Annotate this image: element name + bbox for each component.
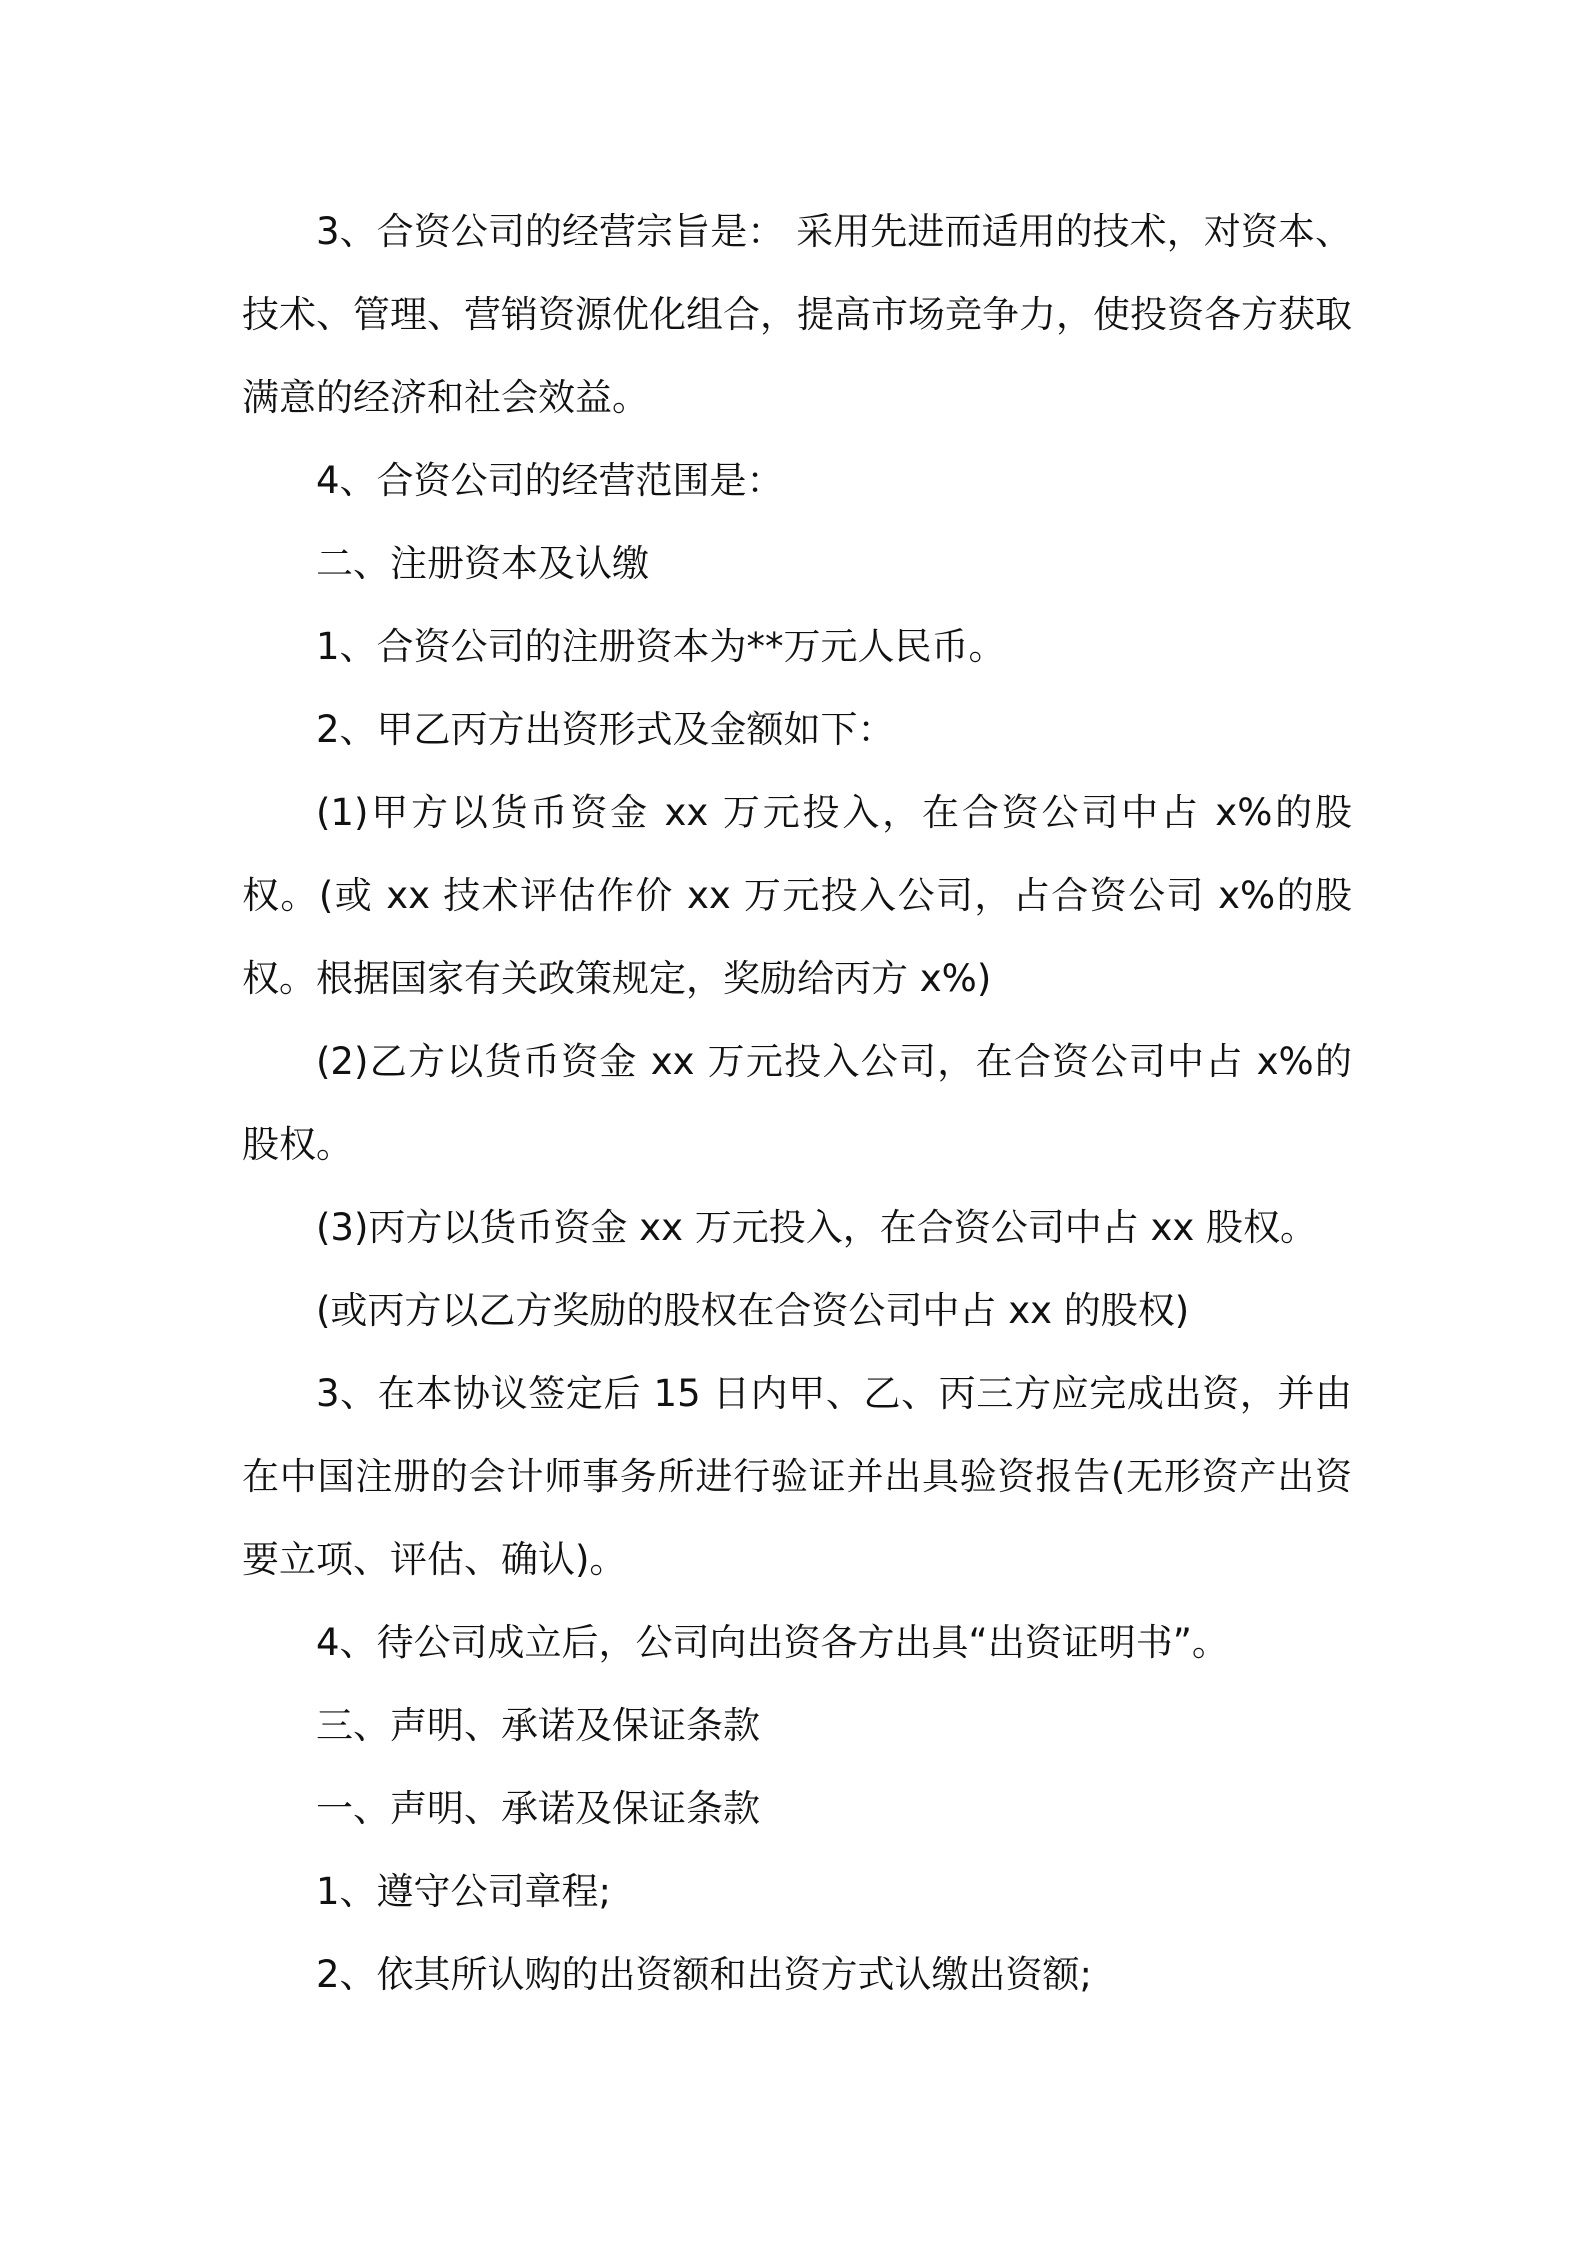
paragraph-comply-articles: 1、遵守公司章程;: [316, 1870, 612, 1913]
paragraph-business-scope: 4、合资公司的经营范围是：: [316, 459, 784, 502]
document-body: [242, 190, 1352, 2016]
paragraph-subscribe-capital: 2、依其所认购的出资额和出资方式认缴出资额;: [316, 1953, 1093, 1996]
paragraph-party-b-contribution: (2)乙方以货币资金 xx 万元投入公司，在合资公司中占 x%的股权。: [242, 1040, 1352, 1166]
paragraph-capital-verification: 3、在本协议签定后 15 日内甲、乙、丙三方应完成出资，并由在中国注册的会计师事务所进行验证并出具验资报告(无形资产出资要立项、评估、确认)。: [242, 1372, 1352, 1581]
paragraph-business-purpose: 3、合资公司的经营宗旨是： 采用先进而适用的技术，对资本、技术、管理、营销资源优化组合，提高市场竞争力，使投资各方获取满意的经济和社会效益。: [242, 210, 1352, 419]
paragraph-party-c-contribution: (3)丙方以货币资金 xx 万元投入，在合资公司中占 xx 股权。: [316, 1206, 1318, 1249]
subsection-heading-declarations: 一、声明、承诺及保证条款: [316, 1787, 760, 1830]
section-heading-registered-capital: 二、注册资本及认缴: [316, 542, 649, 585]
paragraph-party-c-alternative: (或丙方以乙方奖励的股权在合资公司中占 xx 的股权): [316, 1289, 1190, 1332]
paragraph-contribution-certificate: 4、待公司成立后，公司向出资各方出具“出资证明书”。: [316, 1621, 1229, 1664]
section-heading-declarations: 三、声明、承诺及保证条款: [316, 1704, 760, 1747]
paragraph-contribution-forms: 2、甲乙丙方出资形式及金额如下：: [316, 708, 895, 751]
paragraph-party-a-contribution: (1)甲方以货币资金 xx 万元投入，在合资公司中占 x%的股权。(或 xx 技术评估作价 xx 万元投入公司，占合资公司 x%的股权。根据国家有关政策规定，奖励给丙方 x%): [242, 791, 1352, 1000]
paragraph-registered-capital: 1、合资公司的注册资本为**万元人民币。: [316, 625, 1006, 668]
